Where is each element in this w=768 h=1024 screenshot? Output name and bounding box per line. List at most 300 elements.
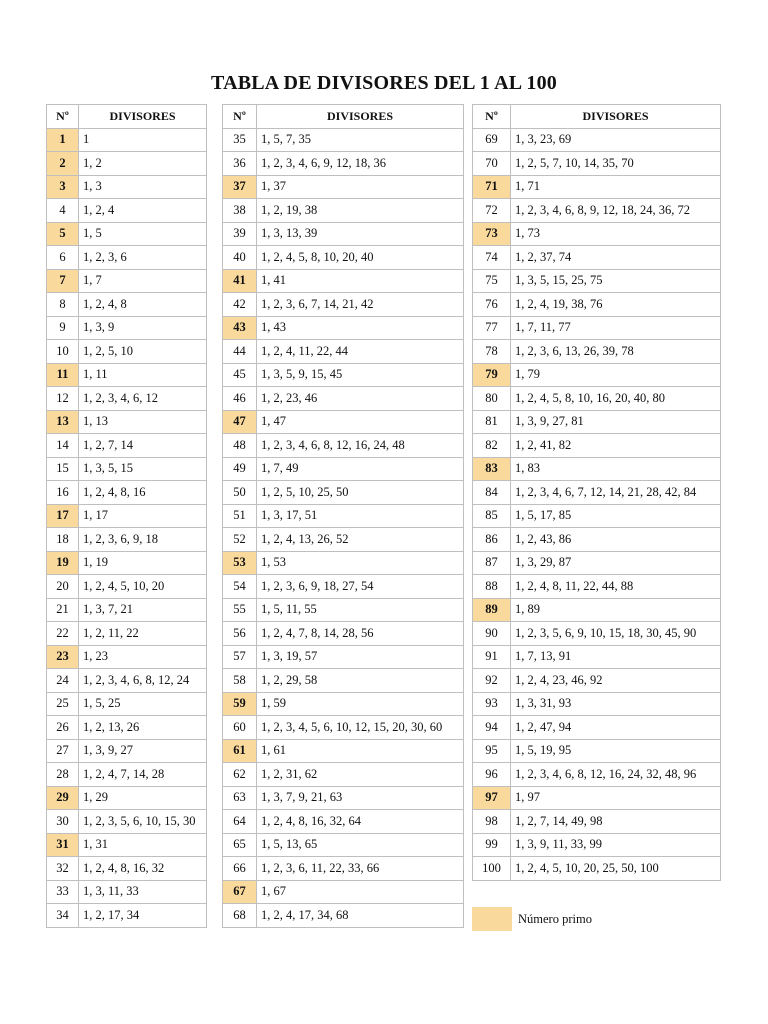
number-cell: 94	[473, 716, 511, 740]
divisors-cell: 1, 2, 13, 26	[79, 716, 207, 740]
table-row	[223, 340, 464, 364]
number-cell: 63	[223, 786, 257, 810]
table-row	[47, 481, 207, 505]
number-cell: 100	[473, 857, 511, 881]
divisors-cell: 1, 2, 4, 11, 22, 44	[257, 340, 464, 364]
divisor-table-1	[46, 104, 207, 928]
number-cell-prime: 61	[223, 739, 257, 763]
table-row	[47, 410, 207, 434]
divisors-cell: 1, 5, 25	[79, 692, 207, 716]
divisors-cell: 1, 7, 49	[257, 457, 464, 481]
number-cell: 84	[473, 481, 511, 505]
number-cell: 60	[223, 716, 257, 740]
table-row	[47, 575, 207, 599]
table-row	[473, 739, 721, 763]
number-cell-prime: 5	[47, 222, 79, 246]
number-cell-prime: 1	[47, 128, 79, 152]
divisors-cell: 1, 3, 7, 21	[79, 598, 207, 622]
table-row	[473, 551, 721, 575]
number-cell: 44	[223, 340, 257, 364]
number-cell-prime: 71	[473, 175, 511, 199]
divisors-cell: 1, 2, 7, 14	[79, 434, 207, 458]
divisors-cell: 1, 3	[79, 175, 207, 199]
table-row	[473, 622, 721, 646]
divisors-cell: 1, 2, 3, 4, 6, 12	[79, 387, 207, 411]
number-cell-prime: 19	[47, 551, 79, 575]
table-row	[223, 810, 464, 834]
table-row	[47, 152, 207, 176]
divisors-cell: 1, 2, 4, 8, 16	[79, 481, 207, 505]
table-row	[473, 857, 721, 881]
number-cell: 22	[47, 622, 79, 646]
number-cell: 75	[473, 269, 511, 293]
table-row	[223, 246, 464, 270]
divisors-cell: 1, 2, 3, 5, 6, 10, 15, 30	[79, 810, 207, 834]
table-row	[47, 316, 207, 340]
number-cell: 64	[223, 810, 257, 834]
table-row	[47, 669, 207, 693]
divisors-cell: 1, 2, 4	[79, 199, 207, 223]
table-row	[473, 481, 721, 505]
number-cell-prime: 41	[223, 269, 257, 293]
divisors-cell: 1, 31	[79, 833, 207, 857]
legend-swatch-prime	[472, 907, 512, 931]
divisors-cell: 1, 29	[79, 786, 207, 810]
table-row	[223, 293, 464, 317]
divisors-cell: 1, 2, 3, 4, 5, 6, 10, 12, 15, 20, 30, 60	[257, 716, 464, 740]
number-cell-prime: 67	[223, 880, 257, 904]
header-number: Nº	[223, 105, 257, 129]
number-cell: 4	[47, 199, 79, 223]
number-cell-prime: 23	[47, 645, 79, 669]
divisors-cell: 1, 2	[79, 152, 207, 176]
number-cell: 27	[47, 739, 79, 763]
divisors-cell: 1, 3, 17, 51	[257, 504, 464, 528]
number-cell: 50	[223, 481, 257, 505]
number-cell: 85	[473, 504, 511, 528]
table-row	[47, 716, 207, 740]
number-cell: 56	[223, 622, 257, 646]
number-cell-prime: 31	[47, 833, 79, 857]
table-row	[473, 504, 721, 528]
number-cell: 16	[47, 481, 79, 505]
divisors-cell: 1, 2, 4, 5, 10, 20, 25, 50, 100	[511, 857, 721, 881]
divisors-cell: 1, 5, 13, 65	[257, 833, 464, 857]
table-row	[47, 363, 207, 387]
divisors-cell: 1, 3, 5, 15, 25, 75	[511, 269, 721, 293]
number-cell-prime: 17	[47, 504, 79, 528]
number-cell: 62	[223, 763, 257, 787]
divisors-cell: 1, 2, 3, 4, 6, 8, 12, 16, 24, 48	[257, 434, 464, 458]
divisors-cell: 1, 3, 9	[79, 316, 207, 340]
table-row	[223, 457, 464, 481]
number-cell: 90	[473, 622, 511, 646]
divisors-cell: 1, 2, 19, 38	[257, 199, 464, 223]
number-cell: 82	[473, 434, 511, 458]
table-row	[473, 340, 721, 364]
divisors-cell: 1, 5, 17, 85	[511, 504, 721, 528]
table-row	[47, 175, 207, 199]
table-row	[473, 810, 721, 834]
divisors-cell: 1, 2, 5, 7, 10, 14, 35, 70	[511, 152, 721, 176]
number-cell-prime: 2	[47, 152, 79, 176]
table-row	[223, 716, 464, 740]
number-cell: 14	[47, 434, 79, 458]
table-row	[47, 645, 207, 669]
legend-label: Número primo	[518, 911, 592, 926]
divisors-cell: 1, 2, 7, 14, 49, 98	[511, 810, 721, 834]
divisors-cell: 1, 2, 11, 22	[79, 622, 207, 646]
divisors-cell: 1, 2, 5, 10	[79, 340, 207, 364]
number-cell: 18	[47, 528, 79, 552]
divisors-cell: 1, 2, 4, 17, 34, 68	[257, 904, 464, 928]
divisors-cell: 1, 2, 4, 19, 38, 76	[511, 293, 721, 317]
number-cell: 26	[47, 716, 79, 740]
table-row	[223, 222, 464, 246]
number-cell: 39	[223, 222, 257, 246]
table-row	[223, 575, 464, 599]
table-row	[47, 199, 207, 223]
table-row	[223, 763, 464, 787]
table-row	[473, 528, 721, 552]
number-cell: 40	[223, 246, 257, 270]
number-cell: 9	[47, 316, 79, 340]
divisors-cell: 1, 5, 7, 35	[257, 128, 464, 152]
number-cell-prime: 83	[473, 457, 511, 481]
divisors-cell: 1, 2, 4, 8, 16, 32	[79, 857, 207, 881]
number-cell: 65	[223, 833, 257, 857]
table-row	[473, 598, 721, 622]
divisors-cell: 1, 7, 11, 77	[511, 316, 721, 340]
number-cell: 70	[473, 152, 511, 176]
divisors-cell: 1, 17	[79, 504, 207, 528]
number-cell: 52	[223, 528, 257, 552]
table-row	[47, 504, 207, 528]
table-row	[223, 551, 464, 575]
table-row	[473, 434, 721, 458]
divisors-cell: 1	[79, 128, 207, 152]
number-cell-prime: 53	[223, 551, 257, 575]
divisors-cell: 1, 2, 3, 4, 6, 8, 12, 24	[79, 669, 207, 693]
number-cell: 95	[473, 739, 511, 763]
divisors-cell: 1, 5, 19, 95	[511, 739, 721, 763]
table-row	[223, 269, 464, 293]
table-row	[223, 504, 464, 528]
number-cell-prime: 79	[473, 363, 511, 387]
number-cell: 58	[223, 669, 257, 693]
number-cell: 81	[473, 410, 511, 434]
divisors-cell: 1, 19	[79, 551, 207, 575]
table-row	[47, 786, 207, 810]
number-cell-prime: 47	[223, 410, 257, 434]
number-cell: 49	[223, 457, 257, 481]
table-row	[473, 575, 721, 599]
number-cell: 36	[223, 152, 257, 176]
header-number: Nº	[47, 105, 79, 129]
divisors-cell: 1, 7, 13, 91	[511, 645, 721, 669]
table-row	[47, 528, 207, 552]
table-row	[223, 410, 464, 434]
number-cell: 42	[223, 293, 257, 317]
number-cell: 10	[47, 340, 79, 364]
table-row	[47, 128, 207, 152]
divisors-cell: 1, 59	[257, 692, 464, 716]
number-cell-prime: 7	[47, 269, 79, 293]
table-row	[47, 833, 207, 857]
header-divisors: DIVISORES	[79, 105, 207, 129]
header-divisors: DIVISORES	[257, 105, 464, 129]
divisors-cell: 1, 3, 9, 11, 33, 99	[511, 833, 721, 857]
divisors-cell: 1, 2, 4, 5, 10, 20	[79, 575, 207, 599]
table-row	[223, 199, 464, 223]
table-row	[47, 222, 207, 246]
divisors-cell: 1, 2, 37, 74	[511, 246, 721, 270]
table-row	[223, 645, 464, 669]
divisors-cell: 1, 2, 23, 46	[257, 387, 464, 411]
number-cell: 87	[473, 551, 511, 575]
divisors-cell: 1, 2, 41, 82	[511, 434, 721, 458]
divisors-cell: 1, 71	[511, 175, 721, 199]
divisors-cell: 1, 3, 29, 87	[511, 551, 721, 575]
divisors-cell: 1, 2, 3, 5, 6, 9, 10, 15, 18, 30, 45, 90	[511, 622, 721, 646]
table-row	[223, 786, 464, 810]
divisors-cell: 1, 2, 4, 23, 46, 92	[511, 669, 721, 693]
table-row	[47, 880, 207, 904]
table-row	[473, 645, 721, 669]
table-row	[223, 669, 464, 693]
number-cell: 55	[223, 598, 257, 622]
number-cell: 45	[223, 363, 257, 387]
divisors-cell: 1, 2, 4, 8, 16, 32, 64	[257, 810, 464, 834]
number-cell-prime: 59	[223, 692, 257, 716]
number-cell: 21	[47, 598, 79, 622]
divisors-cell: 1, 79	[511, 363, 721, 387]
number-cell-prime: 3	[47, 175, 79, 199]
divisors-cell: 1, 3, 9, 27, 81	[511, 410, 721, 434]
number-cell: 28	[47, 763, 79, 787]
divisors-cell: 1, 2, 5, 10, 25, 50	[257, 481, 464, 505]
page-title: TABLA DE DIVISORES DEL 1 AL 100	[211, 72, 557, 94]
divisors-cell: 1, 2, 3, 6, 11, 22, 33, 66	[257, 857, 464, 881]
number-cell: 46	[223, 387, 257, 411]
divisors-cell: 1, 3, 9, 27	[79, 739, 207, 763]
table-row	[473, 128, 721, 152]
table-row	[473, 246, 721, 270]
table-row	[223, 692, 464, 716]
table-row	[47, 904, 207, 928]
number-cell: 74	[473, 246, 511, 270]
number-cell-prime: 13	[47, 410, 79, 434]
table-row	[47, 622, 207, 646]
table-row	[47, 340, 207, 364]
divisors-cell: 1, 3, 13, 39	[257, 222, 464, 246]
number-cell: 96	[473, 763, 511, 787]
divisors-cell: 1, 2, 3, 6, 9, 18	[79, 528, 207, 552]
table-row	[47, 457, 207, 481]
number-cell: 92	[473, 669, 511, 693]
divisors-cell: 1, 5	[79, 222, 207, 246]
table-row	[223, 857, 464, 881]
number-cell-prime: 43	[223, 316, 257, 340]
divisors-cell: 1, 3, 5, 15	[79, 457, 207, 481]
table-row	[473, 316, 721, 340]
number-cell: 25	[47, 692, 79, 716]
table-row	[223, 128, 464, 152]
table-row	[223, 739, 464, 763]
table-row	[473, 716, 721, 740]
table-row	[47, 763, 207, 787]
table-row	[223, 152, 464, 176]
table-row	[223, 175, 464, 199]
header-number: Nº	[473, 105, 511, 129]
number-cell: 72	[473, 199, 511, 223]
table-row	[473, 363, 721, 387]
divisors-cell: 1, 83	[511, 457, 721, 481]
divisors-cell: 1, 61	[257, 739, 464, 763]
divisors-cell: 1, 3, 23, 69	[511, 128, 721, 152]
number-cell: 66	[223, 857, 257, 881]
table-row	[223, 481, 464, 505]
table-row	[473, 410, 721, 434]
table-row	[223, 316, 464, 340]
divisors-cell: 1, 53	[257, 551, 464, 575]
number-cell-prime: 73	[473, 222, 511, 246]
divisors-cell: 1, 2, 3, 4, 6, 7, 12, 14, 21, 28, 42, 84	[511, 481, 721, 505]
table-row	[223, 622, 464, 646]
table-header-row	[473, 105, 721, 129]
table-row	[473, 786, 721, 810]
table-row	[223, 387, 464, 411]
table-row	[47, 598, 207, 622]
table-row	[473, 152, 721, 176]
table-row	[47, 551, 207, 575]
number-cell: 51	[223, 504, 257, 528]
divisors-cell: 1, 2, 3, 4, 6, 8, 12, 16, 24, 32, 48, 96	[511, 763, 721, 787]
divisors-cell: 1, 23	[79, 645, 207, 669]
table-row	[473, 457, 721, 481]
number-cell: 57	[223, 645, 257, 669]
table-row	[473, 669, 721, 693]
table-row	[473, 222, 721, 246]
divisors-cell: 1, 7	[79, 269, 207, 293]
divisor-table-3	[472, 104, 721, 881]
number-cell: 32	[47, 857, 79, 881]
table-row	[47, 857, 207, 881]
number-cell: 76	[473, 293, 511, 317]
divisors-cell: 1, 13	[79, 410, 207, 434]
divisors-cell: 1, 2, 47, 94	[511, 716, 721, 740]
divisors-cell: 1, 3, 11, 33	[79, 880, 207, 904]
divisors-cell: 1, 2, 31, 62	[257, 763, 464, 787]
table-row	[47, 692, 207, 716]
table-row	[473, 269, 721, 293]
table-row	[473, 199, 721, 223]
divisors-cell: 1, 3, 31, 93	[511, 692, 721, 716]
number-cell: 68	[223, 904, 257, 928]
number-cell-prime: 89	[473, 598, 511, 622]
divisors-cell: 1, 5, 11, 55	[257, 598, 464, 622]
table-row	[473, 833, 721, 857]
divisors-cell: 1, 2, 3, 4, 6, 9, 12, 18, 36	[257, 152, 464, 176]
divisors-cell: 1, 2, 4, 5, 8, 10, 16, 20, 40, 80	[511, 387, 721, 411]
divisors-cell: 1, 3, 7, 9, 21, 63	[257, 786, 464, 810]
number-cell-prime: 11	[47, 363, 79, 387]
number-cell: 38	[223, 199, 257, 223]
divisors-cell: 1, 2, 4, 13, 26, 52	[257, 528, 464, 552]
divisors-cell: 1, 41	[257, 269, 464, 293]
divisors-cell: 1, 2, 29, 58	[257, 669, 464, 693]
number-cell: 93	[473, 692, 511, 716]
number-cell: 54	[223, 575, 257, 599]
table-row	[473, 692, 721, 716]
table-row	[223, 363, 464, 387]
table-row	[47, 387, 207, 411]
number-cell: 48	[223, 434, 257, 458]
divisors-cell: 1, 37	[257, 175, 464, 199]
number-cell: 20	[47, 575, 79, 599]
divisors-cell: 1, 2, 3, 6, 7, 14, 21, 42	[257, 293, 464, 317]
number-cell: 88	[473, 575, 511, 599]
divisors-cell: 1, 43	[257, 316, 464, 340]
number-cell: 33	[47, 880, 79, 904]
number-cell: 99	[473, 833, 511, 857]
divisors-cell: 1, 97	[511, 786, 721, 810]
number-cell-prime: 29	[47, 786, 79, 810]
divisors-cell: 1, 2, 3, 6	[79, 246, 207, 270]
number-cell: 78	[473, 340, 511, 364]
number-cell: 24	[47, 669, 79, 693]
number-cell: 30	[47, 810, 79, 834]
number-cell-prime: 37	[223, 175, 257, 199]
number-cell: 91	[473, 645, 511, 669]
number-cell: 12	[47, 387, 79, 411]
table-row	[47, 246, 207, 270]
table-row	[473, 293, 721, 317]
table-row	[223, 833, 464, 857]
number-cell: 86	[473, 528, 511, 552]
divisors-cell: 1, 2, 4, 7, 8, 14, 28, 56	[257, 622, 464, 646]
number-cell: 6	[47, 246, 79, 270]
number-cell: 98	[473, 810, 511, 834]
legend	[472, 907, 592, 931]
divisor-table-2	[222, 104, 464, 928]
table-row	[473, 175, 721, 199]
divisors-cell: 1, 11	[79, 363, 207, 387]
number-cell: 34	[47, 904, 79, 928]
divisors-cell: 1, 2, 3, 6, 9, 18, 27, 54	[257, 575, 464, 599]
table-row	[47, 739, 207, 763]
number-cell: 35	[223, 128, 257, 152]
table-header-row	[47, 105, 207, 129]
divisors-cell: 1, 2, 4, 8	[79, 293, 207, 317]
number-cell: 77	[473, 316, 511, 340]
divisors-cell: 1, 2, 4, 5, 8, 10, 20, 40	[257, 246, 464, 270]
divisors-cell: 1, 3, 5, 9, 15, 45	[257, 363, 464, 387]
divisors-cell: 1, 2, 3, 6, 13, 26, 39, 78	[511, 340, 721, 364]
divisors-cell: 1, 2, 3, 4, 6, 8, 9, 12, 18, 24, 36, 72	[511, 199, 721, 223]
number-cell: 15	[47, 457, 79, 481]
table-row	[223, 434, 464, 458]
table-row	[223, 528, 464, 552]
divisors-cell: 1, 47	[257, 410, 464, 434]
number-cell: 69	[473, 128, 511, 152]
divisors-cell: 1, 2, 4, 7, 14, 28	[79, 763, 207, 787]
divisors-cell: 1, 67	[257, 880, 464, 904]
table-row	[223, 598, 464, 622]
divisors-cell: 1, 2, 4, 8, 11, 22, 44, 88	[511, 575, 721, 599]
table-header-row	[223, 105, 464, 129]
table-row	[47, 269, 207, 293]
